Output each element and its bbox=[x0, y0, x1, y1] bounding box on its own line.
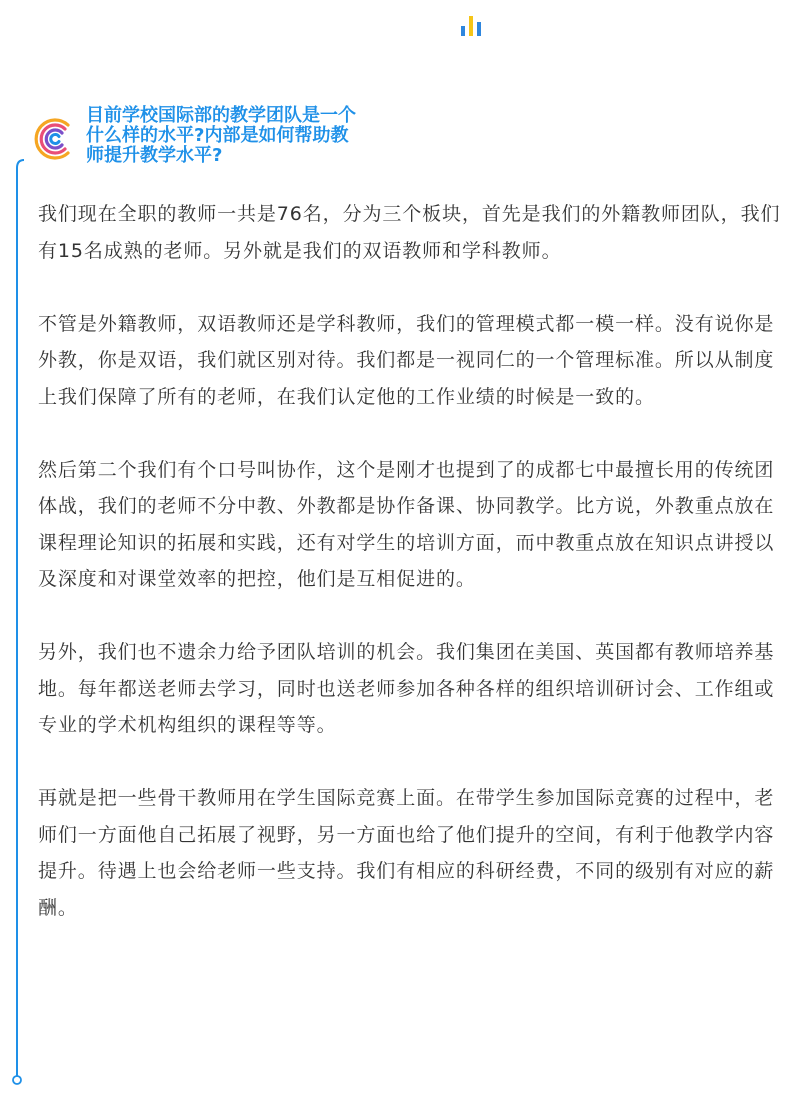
section-title-line: 目前学校国际部的教学团队是一个 bbox=[86, 105, 356, 126]
section-title-line: 师提升教学水平? bbox=[86, 145, 223, 166]
article-paragraph: 再就是把一些骨干教师用在学生国际竞赛上面。在带学生参加国际竞赛的过程中，老师们一方面他自己拓展了视野，另一方面也给了他们提升的空间，有利于他教学内容提升。待遇上也会给老师一些支持。我们有相应的科研经费，不同的级别有对应的薪酬。 bbox=[38, 787, 775, 919]
article-paragraph: 另外，我们也不遗余力给予团队培训的机会。我们集团在美国、英国都有教师培养基地。每年都送老师去学习，同时也送老师参加各种各样的组织培训研讨会、工作组或专业的学术机构组织的课程等等。 bbox=[38, 641, 775, 736]
section-title-line: 什么样的水平?内部是如何帮助教 bbox=[86, 125, 349, 146]
article-paragraph: 不管是外籍教师，双语教师还是学科教师，我们的管理模式都一模一样。没有说你是外教，你是双语，我们就区别对待。我们都是一视同仁的一个管理标准。所以从制度上我们保障了所有的老师，在我们认定他的工作业绩的时候是一致的。 bbox=[38, 312, 775, 408]
article-body bbox=[38, 196, 788, 926]
article-paragraph: 我们现在全职的教师一共是76名，分为三个板块，首先是我们的外籍教师团队，我们有15名成熟的老师。另外就是我们的双语教师和学科教师。 bbox=[38, 203, 781, 262]
bar-chart-icon bbox=[461, 14, 483, 36]
article-paragraph: 然后第二个我们有个口号叫协作，这个是刚才也提到了的成都七中最擅长用的传统团体战，我们的老师不分中教、外教都是协作备课、协同教学。比方说，外教重点放在课程理论知识的拓展和实践，还有对学生的培训方面，而中教重点放在知识点讲授以及深度和对课堂效率的把控，他们是互相促进的。 bbox=[38, 458, 775, 590]
concentric-c-logo-icon bbox=[34, 118, 76, 160]
left-accent-rail bbox=[12, 158, 26, 1088]
section-title bbox=[86, 106, 486, 166]
